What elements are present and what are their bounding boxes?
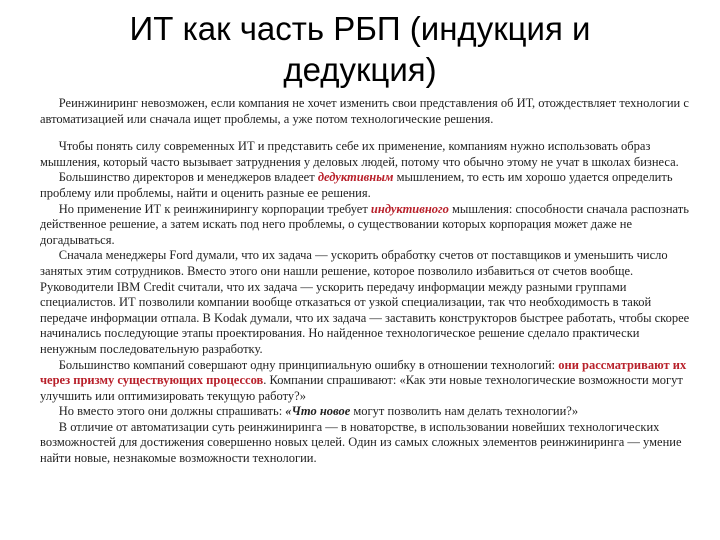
paragraph-inductive (40, 202, 696, 249)
paragraph-deductive-after: мышлением, то есть им хорошо удается определить проблему или проблемы, найти и оценить разные ее решения. (40, 170, 673, 200)
paragraph-thinking: Чтобы понять силу современных ИТ и представить себе их применение, компаниям нужно использовать образ мышления, который часто вызывает затруднения у деловых людей, потому что обычно этому не учат в школах бизнеса. (40, 139, 679, 169)
mistake-highlight: они рассматривают их через призму существующих процессов (40, 357, 687, 388)
slide-title: ИТ как часть РБП (индукция и дедукция) (129, 10, 591, 88)
paragraph-examples: Сначала менеджеры Ford думали, что их задача — ускорить обработку счетов от поставщиков и уменьшить число занятых этим сотрудников. Вместо этого они нашли решение, которое позволило избавиться от счетов вообще. Руководители IBM Credit считали, что их задача — ускорить передачу информации между разными группами специалистов. ИТ позволили компании вообще отказаться от узкой специализации, так что необходимость в такой передаче информации отпала. В Kodak думали, что их задача — заставить конструкторов быстрее работать, чтобы скорее начинались последующие этапы проектирования. Но найденное технологическое решение сделало практически ненужным последовательную разработку. (40, 248, 690, 356)
slide-body (40, 96, 696, 467)
paragraph-question (40, 404, 696, 420)
paragraph-deductive (40, 170, 696, 201)
paragraph-question-after: могут позволить нам делать технологии?» (350, 404, 579, 419)
question-highlight: «Что новое (285, 404, 351, 419)
paragraph-intro: Реинжиниринг невозможен, если компания не хочет изменить свои представления об ИТ, отождествляет технологии с автоматизацией или сначала ищет проблемы, а уже потом технологические решения. (40, 96, 689, 126)
paragraph-conclusion: В отличие от автоматизации суть реинжиниринга — в новаторстве, в использовании новейших технологических возможностей для достижения совершенно новых целей. Один из самых сложных элементов реинжиниринга — умение найти новые, незнакомые возможности технологии. (40, 419, 682, 466)
paragraph-inductive-after: мышления: способности сначала распознать действенное решение, а затем искать под него проблемы, о существовании которых корпорация может даже не догадываться. (40, 201, 689, 247)
paragraph-mistake (40, 358, 696, 405)
paragraph-inductive-before: Но применение ИТ к реинжинирингу корпорации требует (58, 201, 371, 216)
paragraph-deductive-before: Большинство директоров и менеджеров владеет (58, 170, 318, 185)
paragraph-question-before: Но вместо этого они должны спрашивать: (58, 404, 286, 419)
deductive-term: дедуктивным (317, 170, 394, 185)
inductive-term: индуктивного (370, 201, 449, 216)
paragraph-mistake-after: . Компании спрашивают: «Как эти новые технологические возможности могут улучшить или оптимизировать текущую работу?» (40, 373, 683, 403)
paragraph-mistake-before: Большинство компаний совершают одну принципиальную ошибку в отношении технологий: (58, 357, 559, 372)
